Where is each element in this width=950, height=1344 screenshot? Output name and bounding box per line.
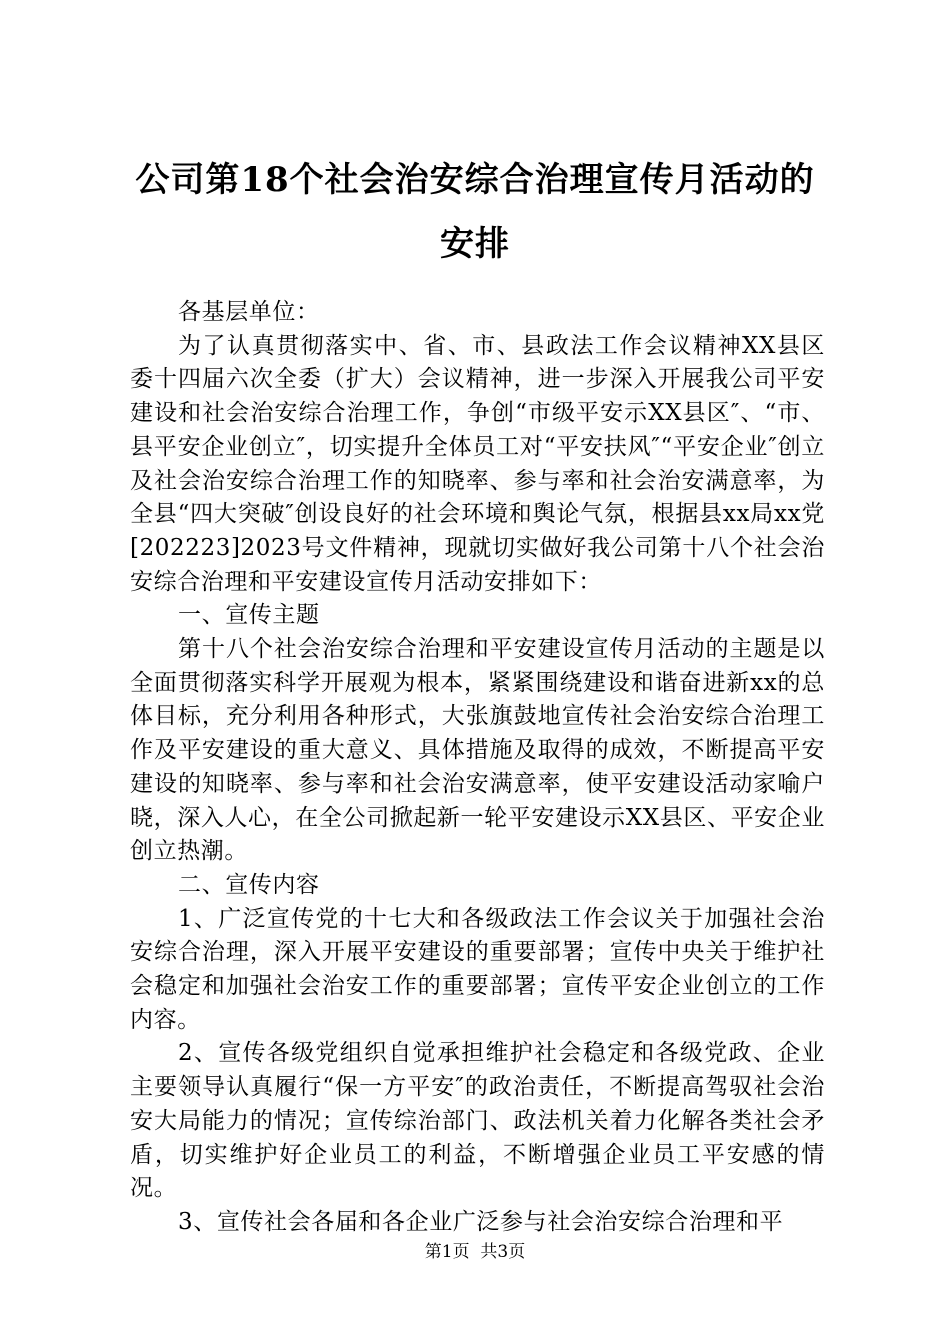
- salutation: 各基层单位：: [178, 299, 320, 325]
- theme-paragraph: 第十八个社会治安综合治理和平安建设宣传月活动的主题是以全面贯彻落实科学开展观为根本，紧紧围绕建设和谐奋进新xx的总体目标，充分利用各种形式，大张旗鼓地宣传社会治安综合治理工作及平安建设的重大意义、具体措施及取得的成效，不断提高平安建设的知晓率、参与率和社会治安满意率，使平安建设活动家喻户晓，深入人心，在全公司掀起新一轮平安建设示XX县区、平安企业创立热潮。: [130, 636, 825, 865]
- document-title-line-2: 安排: [440, 224, 510, 264]
- document-title-line-1: 公司第18个社会治安综合治理宣传月活动的: [135, 160, 815, 200]
- intro-paragraph: 为了认真贯彻落实中、省、市、县政法工作会议精神XX县区委十四届六次全委（扩大）会议精神，进一步深入开展我公司平安建设和社会治安综合治理工作，争创“市级平安示XX县区″、“市、县平安企业创立″，切实提升全体员工对“平安扶风″“平安企业″创立及社会治安综合治理工作的知晓率、参与率和社会治安满意率，为全县“四大突破″创设良好的社会环境和舆论气氛，根据县xx局xx党[202223]2023号文件精神，现就切实做好我公司第十八个社会治安综合治理和平安建设宣传月活动安排如下：: [130, 332, 825, 595]
- content-item-3: 3、宣传社会各届和各企业广泛参与社会治安综合治理和平: [178, 1208, 784, 1235]
- section-heading-theme: 一、宣传主题: [178, 602, 320, 629]
- page-number-footer: 第1页 共3页: [424, 1242, 526, 1262]
- document-body: [130, 296, 825, 1240]
- content-item-2: 2、宣传各级党组织自觉承担维护社会稳定和各级党政、企业主要领导认真履行“保一方平安″的政治责任，不断提高驾驭社会治安大局能力的情况；宣传综治部门、政法机关着力化解各类社会矛盾，切实维护好企业员工的利益，不断增强企业员工平安感的情况。: [130, 1040, 825, 1202]
- content-item-1: 1、广泛宣传党的十七大和各级政法工作会议关于加强社会治安综合治理，深入开展平安建设的重要部署；宣传中央关于维护社会稳定和加强社会治安工作的重要部署；宣传平安企业创立的工作内容。: [130, 905, 825, 1033]
- section-heading-content: 二、宣传内容: [178, 871, 320, 898]
